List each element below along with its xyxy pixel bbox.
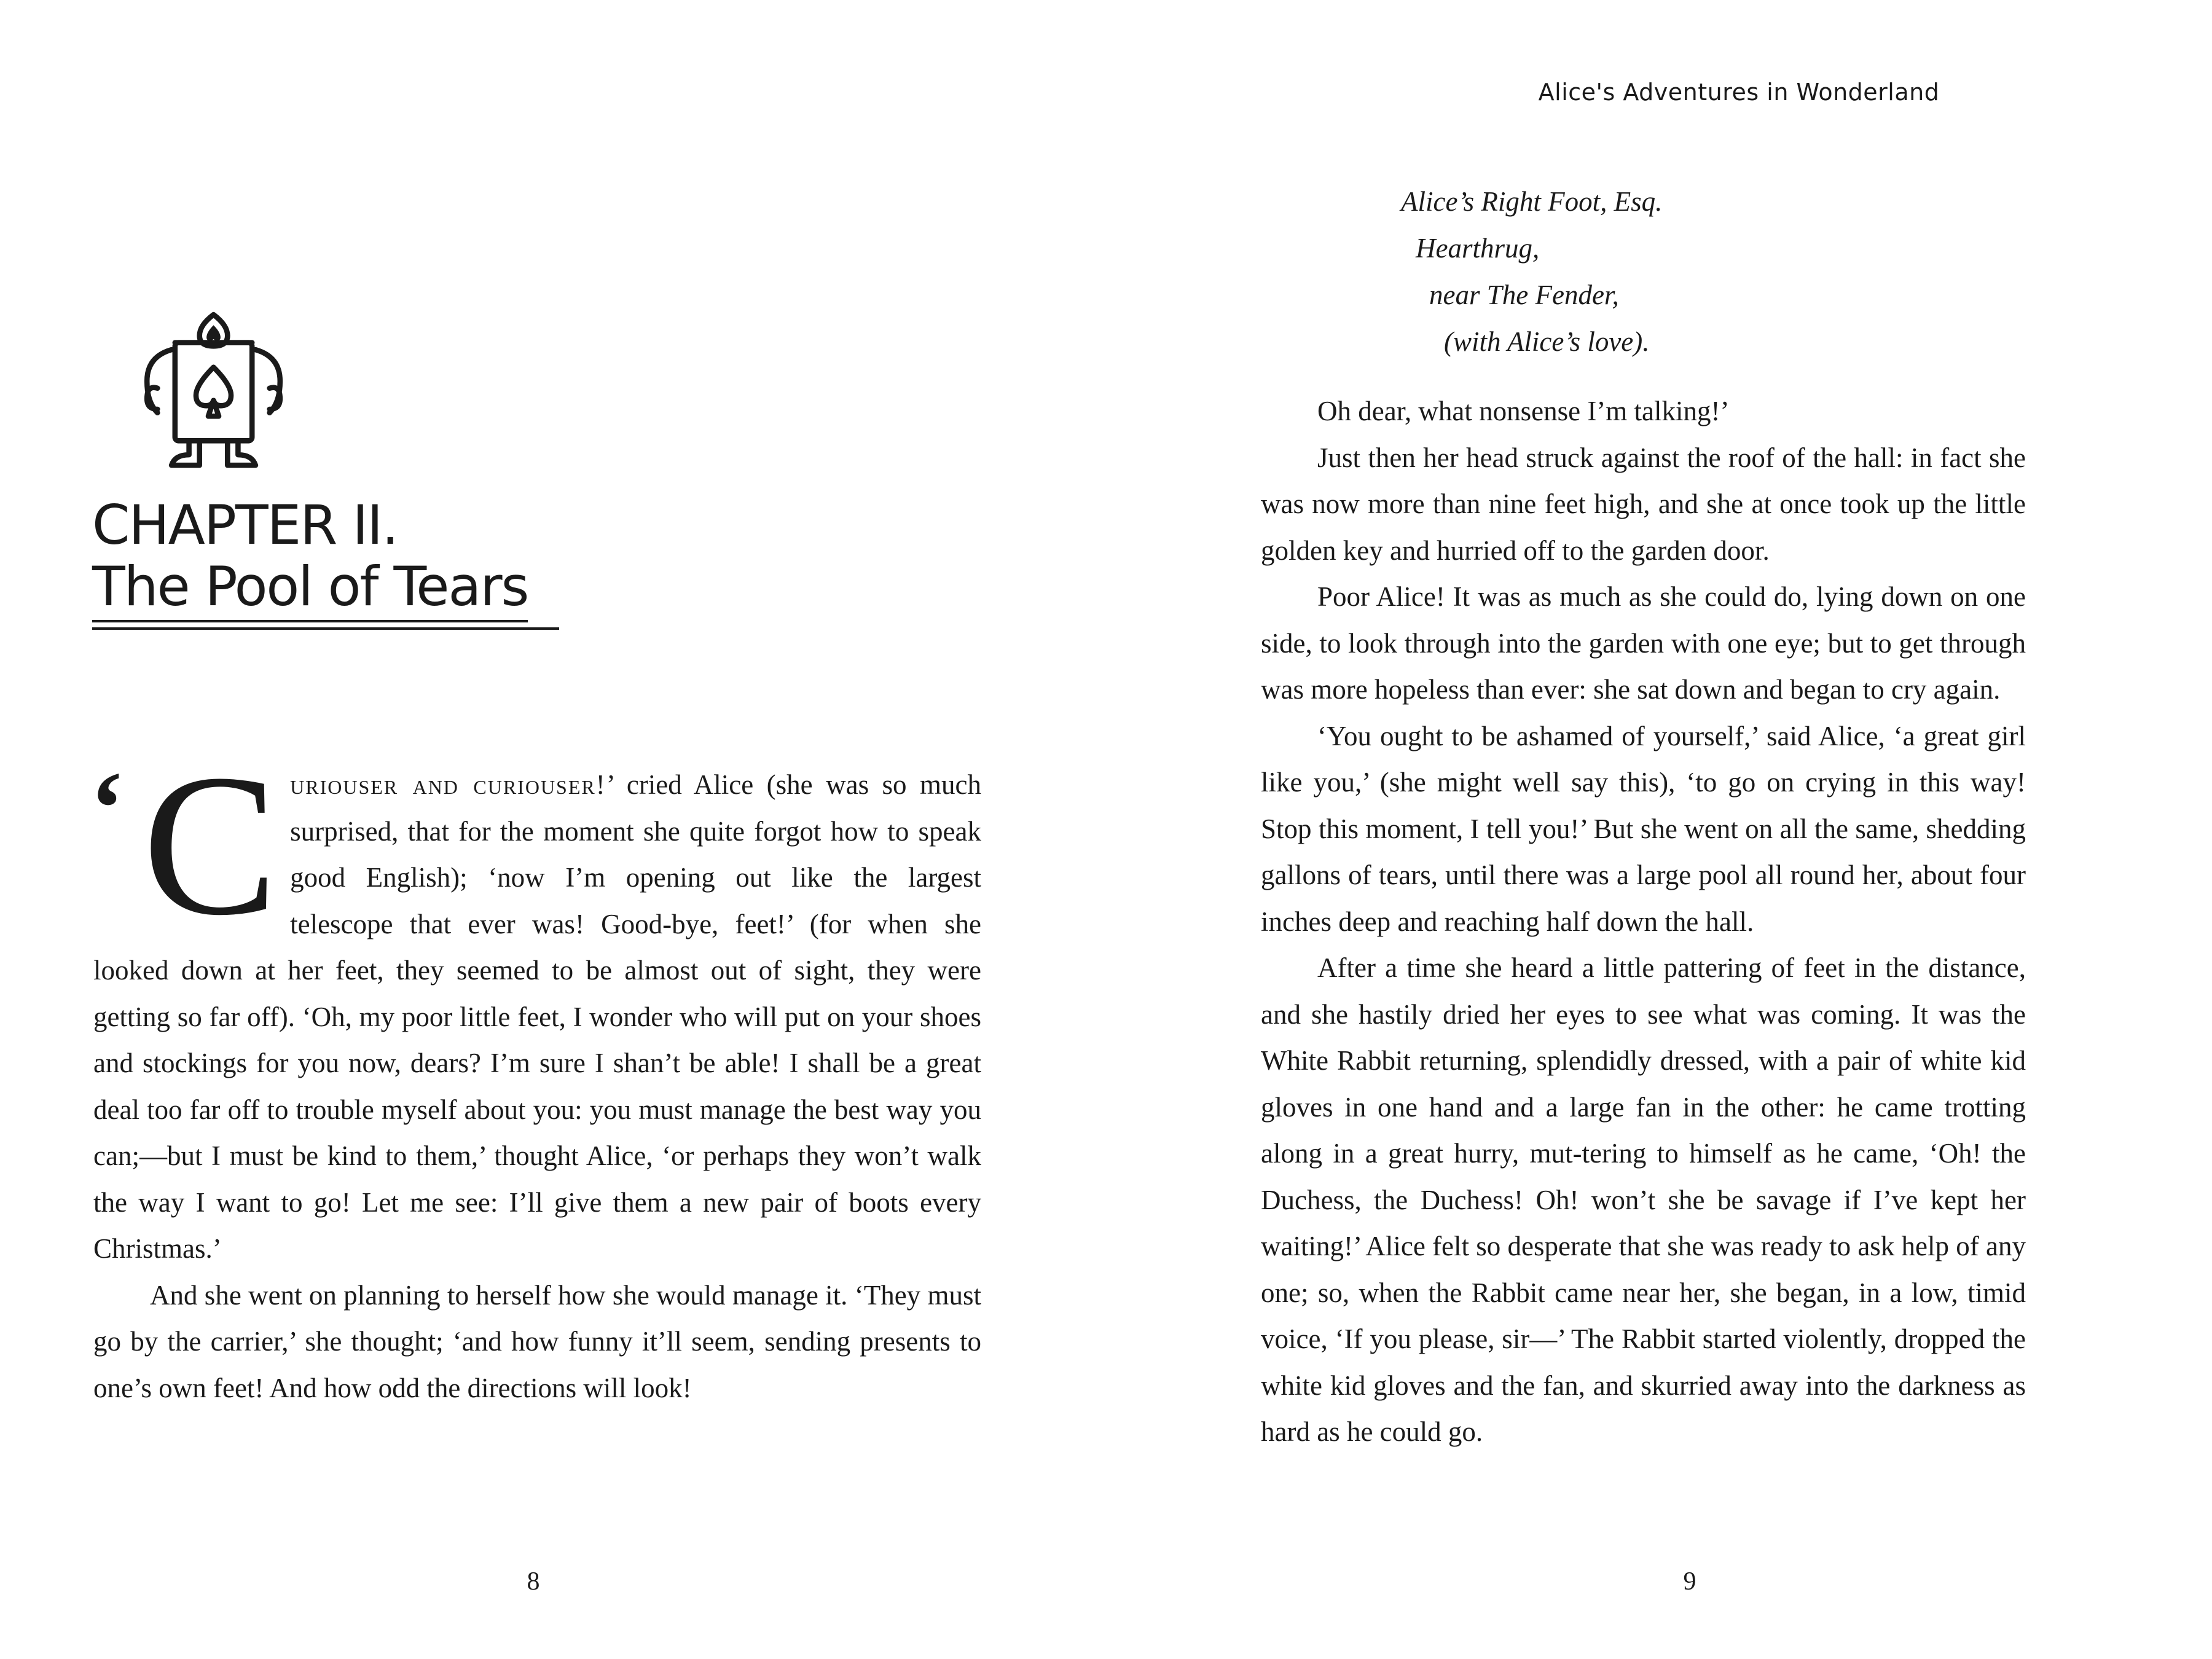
opening-paragraph [90,733,981,1273]
paragraph: After a time she heard a little pattering of feet in the distance, and she hastily dried her eyes to see what was coming. It was the White Rabbit returning, splendidly dressed, with a pair of white kid gloves in one hand and a large fan in the other: he came trotting along in a great hurry, mut-tering to himself as he came, ‘Oh! the Duchess, the Duchess! Oh! won’t she be savage if I’ve kept her waiting!’ Alice felt so desperate that she was ready to ask help of any one; so, when the Rabbit came near her, she began, in a low, timid voice, ‘If you please, sir—’ The Rabbit started violently, dropped the white kid gloves and the fan, and skurried away into the darkness as hard as he could go. [1261,952,2026,1447]
letter-address [1401,178,1662,365]
paragraph: Oh dear, what nonsense I’m talking!’ [1317,396,1730,426]
right-page [1106,0,2212,1659]
playing-card-spade-icon [126,304,301,479]
opening-small-caps: uriouser and curiouser! [290,769,606,800]
paragraph: ‘You ought to be ashamed of yourself,’ said Alice, ‘a great girl like you,’ (she might well say this), ‘to go on crying in this way! Stop this moment, I tell you!’ But she went on all the same, shedding gallons of tears, until there was a large pool all round her, about four inches deep and reaching half down the hall. [1261,720,2026,937]
page-number-left: 8 [527,1567,540,1596]
left-body-text [90,733,981,1411]
opening-text: ’ cried Alice (she was so much surprised, that for the moment she quite forgot how to speak good English); ‘now I’m opening out like the largest telescope that ever was! Good-bye, feet!’ (for when she looked down at her feet, they seemed to be almost out of sight, they were getting so far off). ‘Oh, my poor little feet, I wonder who will put on your shoes and stockings for you now, dears? I’m sure I shan’t be able! I shall be a great deal too far off to trouble myself about you: you must manage the best way you can;—but I must be kind to them,’ thought Alice, ‘or perhaps they won’t walk the way I want to go! Let me see: I’ll give them a new pair of boots every Christmas.’ [93,769,981,1264]
chapter-title: The Pool of Tears [92,556,528,622]
right-body-text [1261,388,2026,1456]
title-double-rule [92,627,559,630]
letter-line: Hearthrug, [1416,233,1540,264]
chapter-number: CHAPTER II. [92,493,398,557]
paragraph: Just then her head struck against the roof of the hall: in fact she was now more than nine feet high, and she at once took up the little golden key and hurried off to the garden door. [1261,442,2026,566]
chapter-heading [92,495,559,630]
drop-cap: C [143,733,278,957]
letter-line: (with Alice’s love). [1444,326,1650,357]
paragraph: Poor Alice! It was as much as she could do, lying down on one side, to look through into the garden with one eye; but to get through was more hopeless than ever: she sat down and began to cry again. [1261,581,2026,705]
page-number-right: 9 [1683,1567,1696,1596]
running-head: Alice's Adventures in Wonderland [1538,79,1940,106]
open-quote-mark: ‘ [90,750,125,866]
paragraph: And she went on planning to herself how she would manage it. ‘They must go by the carrier,’ she thought; ‘and how funny it’ll seem, sending presents to one’s own feet! And how odd the directions will look! [93,1279,981,1403]
letter-line: Alice’s Right Foot, Esq. [1401,186,1663,217]
letter-line: near The Fender, [1429,280,1619,310]
